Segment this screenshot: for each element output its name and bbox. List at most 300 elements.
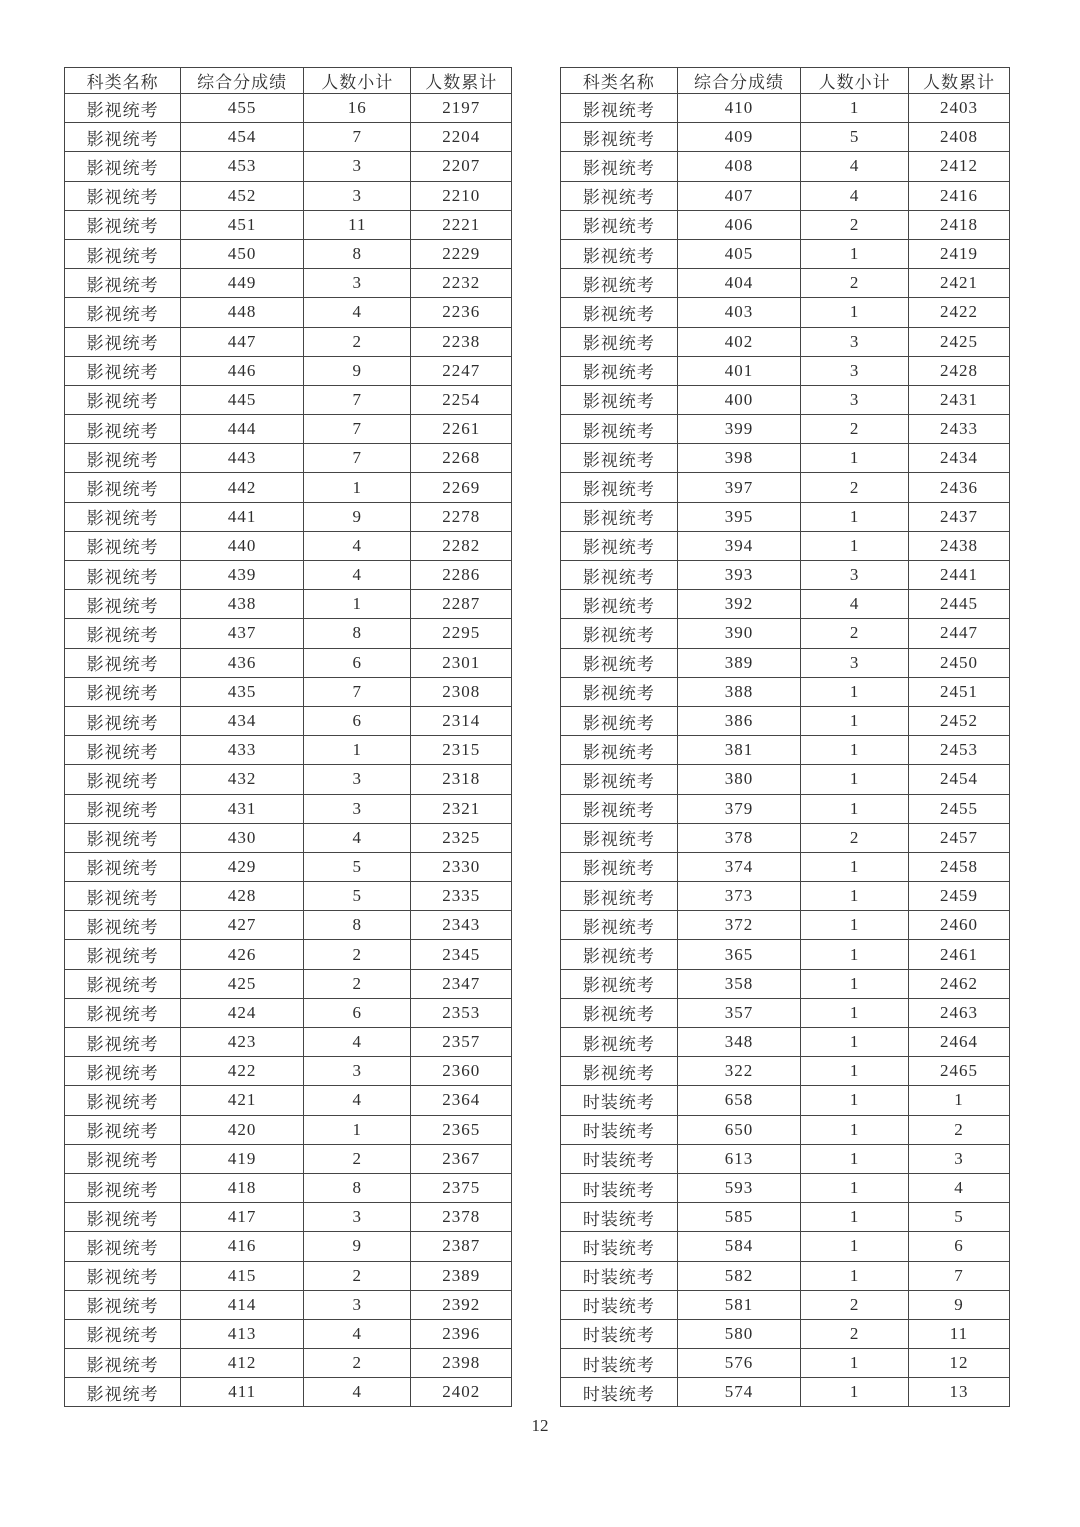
table-cell: 411 [181, 1378, 304, 1407]
table-cell: 2 [801, 210, 909, 239]
table-cell: 7 [304, 415, 411, 444]
table-cell: 影视统考 [65, 852, 181, 881]
table-cell: 2396 [411, 1319, 512, 1348]
table-cell: 3 [801, 385, 909, 414]
table-cell: 432 [181, 765, 304, 794]
table-cell: 399 [677, 415, 800, 444]
table-cell: 2431 [908, 385, 1009, 414]
table-cell: 415 [181, 1261, 304, 1290]
table-row [65, 794, 512, 823]
table-cell: 401 [677, 356, 800, 385]
table-row [65, 969, 512, 998]
table-cell: 1 [801, 969, 909, 998]
table-cell: 影视统考 [561, 239, 678, 268]
table-cell: 1 [801, 1349, 909, 1378]
table-cell: 322 [677, 1057, 800, 1086]
table-cell: 435 [181, 677, 304, 706]
table-row [65, 823, 512, 852]
table-row [561, 385, 1010, 414]
table-cell: 417 [181, 1203, 304, 1232]
table-cell: 影视统考 [65, 531, 181, 560]
table-cell: 影视统考 [65, 1290, 181, 1319]
table-row [65, 502, 512, 531]
table-cell: 658 [677, 1086, 800, 1115]
table-cell: 392 [677, 590, 800, 619]
table-cell: 影视统考 [65, 736, 181, 765]
table-cell: 影视统考 [65, 794, 181, 823]
table-cell: 1 [304, 473, 411, 502]
table-cell: 2378 [411, 1203, 512, 1232]
table-cell: 444 [181, 415, 304, 444]
table-row [561, 882, 1010, 911]
table-cell: 2455 [908, 794, 1009, 823]
table-cell: 388 [677, 677, 800, 706]
table-cell: 时装统考 [561, 1261, 678, 1290]
table-cell: 影视统考 [65, 823, 181, 852]
table-cell: 398 [677, 444, 800, 473]
table-cell: 2421 [908, 269, 1009, 298]
table-cell: 影视统考 [65, 765, 181, 794]
table-row [65, 123, 512, 152]
table-cell: 影视统考 [561, 181, 678, 210]
table-cell: 1 [801, 852, 909, 881]
table-cell: 1 [801, 94, 909, 123]
table-row [561, 794, 1010, 823]
table-cell: 1 [801, 298, 909, 327]
table-cell: 1 [801, 1028, 909, 1057]
table-cell: 2 [801, 619, 909, 648]
table-cell: 2437 [908, 502, 1009, 531]
table-cell: 2247 [411, 356, 512, 385]
table-cell: 1 [801, 1086, 909, 1115]
table-row [561, 677, 1010, 706]
table-cell: 406 [677, 210, 800, 239]
table-row [561, 1115, 1010, 1144]
table-row [561, 1290, 1010, 1319]
table-cell: 影视统考 [561, 969, 678, 998]
table-cell: 438 [181, 590, 304, 619]
table-cell: 357 [677, 998, 800, 1027]
table-cell: 时装统考 [561, 1173, 678, 1202]
table-row [561, 648, 1010, 677]
table-cell: 2454 [908, 765, 1009, 794]
table-row [65, 152, 512, 181]
table-cell: 582 [677, 1261, 800, 1290]
table-row [65, 706, 512, 735]
table-cell: 影视统考 [65, 648, 181, 677]
table-cell: 3 [304, 1057, 411, 1086]
table-cell: 2 [304, 1261, 411, 1290]
table-cell: 413 [181, 1319, 304, 1348]
table-row [65, 998, 512, 1027]
table-cell: 影视统考 [65, 269, 181, 298]
table-cell: 380 [677, 765, 800, 794]
table-cell: 3 [304, 181, 411, 210]
column-header: 综合分成绩 [677, 68, 800, 94]
table-row [65, 415, 512, 444]
table-cell: 425 [181, 969, 304, 998]
column-header: 科类名称 [65, 68, 181, 94]
table-cell: 593 [677, 1173, 800, 1202]
table-row [561, 1319, 1010, 1348]
header-row [561, 68, 1010, 94]
table-row [561, 911, 1010, 940]
table-cell: 3 [908, 1144, 1009, 1173]
table-row [561, 94, 1010, 123]
table-row [561, 1028, 1010, 1057]
table-cell: 453 [181, 152, 304, 181]
table-row [65, 531, 512, 560]
table-body [561, 94, 1010, 1407]
table-cell: 7 [304, 444, 411, 473]
table-cell: 影视统考 [561, 94, 678, 123]
table-cell: 4 [801, 181, 909, 210]
table-cell: 2452 [908, 706, 1009, 735]
table-row [65, 648, 512, 677]
table-row [65, 1115, 512, 1144]
table-cell: 16 [304, 94, 411, 123]
table-cell: 2441 [908, 561, 1009, 590]
table-row [561, 444, 1010, 473]
table-row [65, 1349, 512, 1378]
table-cell: 4 [304, 1028, 411, 1057]
table-row [561, 239, 1010, 268]
table-cell: 影视统考 [65, 123, 181, 152]
table-row [65, 1086, 512, 1115]
table-cell: 影视统考 [561, 152, 678, 181]
table-cell: 影视统考 [561, 473, 678, 502]
table-cell: 403 [677, 298, 800, 327]
table-row [561, 1144, 1010, 1173]
table-cell: 3 [304, 765, 411, 794]
table-cell: 574 [677, 1378, 800, 1407]
table-row [65, 327, 512, 356]
table-cell: 409 [677, 123, 800, 152]
table-cell: 3 [801, 327, 909, 356]
table-row [561, 1057, 1010, 1086]
table-row [561, 502, 1010, 531]
table-row [561, 998, 1010, 1027]
table-cell: 580 [677, 1319, 800, 1348]
table-cell: 2321 [411, 794, 512, 823]
table-cell: 2236 [411, 298, 512, 327]
table-row [561, 1378, 1010, 1407]
table-cell: 2402 [411, 1378, 512, 1407]
table-cell: 影视统考 [561, 1028, 678, 1057]
table-row [65, 473, 512, 502]
table-cell: 影视统考 [561, 998, 678, 1027]
table-cell: 2367 [411, 1144, 512, 1173]
table-cell: 365 [677, 940, 800, 969]
table-cell: 2433 [908, 415, 1009, 444]
table-cell: 2458 [908, 852, 1009, 881]
table-cell: 2462 [908, 969, 1009, 998]
column-header: 人数小计 [304, 68, 411, 94]
table-cell: 6 [304, 998, 411, 1027]
table-cell: 4 [304, 823, 411, 852]
table-row [561, 473, 1010, 502]
table-cell: 影视统考 [65, 1203, 181, 1232]
table-cell: 410 [677, 94, 800, 123]
table-cell: 影视统考 [561, 882, 678, 911]
table-cell: 2261 [411, 415, 512, 444]
table-cell: 2314 [411, 706, 512, 735]
table-cell: 影视统考 [65, 1086, 181, 1115]
table-cell: 2287 [411, 590, 512, 619]
table-cell: 1 [801, 239, 909, 268]
table-row [65, 765, 512, 794]
table-cell: 4 [304, 1378, 411, 1407]
table-row [561, 1349, 1010, 1378]
table-row [65, 181, 512, 210]
table-cell: 2457 [908, 823, 1009, 852]
table-cell: 影视统考 [65, 502, 181, 531]
table-cell: 2282 [411, 531, 512, 560]
table-cell: 时装统考 [561, 1232, 678, 1261]
table-cell: 3 [801, 561, 909, 590]
table-row [65, 590, 512, 619]
table-cell: 2353 [411, 998, 512, 1027]
table-cell: 9 [304, 502, 411, 531]
table-cell: 1 [801, 794, 909, 823]
column-header: 人数小计 [801, 68, 909, 94]
table-cell: 429 [181, 852, 304, 881]
table-cell: 437 [181, 619, 304, 648]
table-row [561, 298, 1010, 327]
table-cell: 2347 [411, 969, 512, 998]
table-cell: 4 [801, 152, 909, 181]
table-cell: 2460 [908, 911, 1009, 940]
table-cell: 6 [304, 648, 411, 677]
table-cell: 影视统考 [65, 181, 181, 210]
table-cell: 613 [677, 1144, 800, 1173]
table-cell: 影视统考 [65, 911, 181, 940]
table-row [561, 561, 1010, 590]
table-cell: 2387 [411, 1232, 512, 1261]
table-cell: 影视统考 [561, 1057, 678, 1086]
table-cell: 379 [677, 794, 800, 823]
table-row [561, 327, 1010, 356]
table-cell: 2392 [411, 1290, 512, 1319]
table-cell: 1 [801, 677, 909, 706]
table-cell: 影视统考 [65, 1319, 181, 1348]
table-cell: 2450 [908, 648, 1009, 677]
table-cell: 9 [304, 356, 411, 385]
table-cell: 442 [181, 473, 304, 502]
table-row [65, 1203, 512, 1232]
table-cell: 2 [801, 1290, 909, 1319]
table-cell: 2232 [411, 269, 512, 298]
table-cell: 2 [908, 1115, 1009, 1144]
table-cell: 3 [304, 269, 411, 298]
table-cell: 389 [677, 648, 800, 677]
table-cell: 4 [908, 1173, 1009, 1202]
table-cell: 436 [181, 648, 304, 677]
table-cell: 2301 [411, 648, 512, 677]
table-cell: 378 [677, 823, 800, 852]
table-cell: 2463 [908, 998, 1009, 1027]
table-cell: 2 [801, 415, 909, 444]
table-row [561, 736, 1010, 765]
table-cell: 2445 [908, 590, 1009, 619]
table-cell: 4 [801, 590, 909, 619]
table-cell: 2451 [908, 677, 1009, 706]
table-cell: 424 [181, 998, 304, 1027]
table-cell: 时装统考 [561, 1086, 678, 1115]
table-cell: 影视统考 [65, 677, 181, 706]
table-row [561, 1203, 1010, 1232]
table-cell: 影视统考 [561, 677, 678, 706]
table-cell: 影视统考 [561, 590, 678, 619]
table-cell: 441 [181, 502, 304, 531]
table-cell: 影视统考 [561, 210, 678, 239]
table-row [65, 940, 512, 969]
table-cell: 2408 [908, 123, 1009, 152]
table-cell: 2389 [411, 1261, 512, 1290]
table-cell: 2434 [908, 444, 1009, 473]
table-cell: 397 [677, 473, 800, 502]
table-cell: 2412 [908, 152, 1009, 181]
table-cell: 影视统考 [65, 1261, 181, 1290]
table-cell: 影视统考 [65, 356, 181, 385]
table-row [65, 911, 512, 940]
table-row [65, 619, 512, 648]
table-cell: 2419 [908, 239, 1009, 268]
table-cell: 2308 [411, 677, 512, 706]
table-cell: 7 [304, 385, 411, 414]
table-cell: 2461 [908, 940, 1009, 969]
table-cell: 1 [801, 1115, 909, 1144]
table-row [561, 123, 1010, 152]
table-cell: 影视统考 [65, 94, 181, 123]
table-cell: 影视统考 [561, 385, 678, 414]
table-cell: 影视统考 [561, 269, 678, 298]
table-cell: 6 [304, 706, 411, 735]
table-cell: 2 [801, 269, 909, 298]
table-cell: 2221 [411, 210, 512, 239]
table-cell: 影视统考 [65, 998, 181, 1027]
table-cell: 2428 [908, 356, 1009, 385]
table-cell: 1 [801, 502, 909, 531]
table-cell: 421 [181, 1086, 304, 1115]
table-cell: 影视统考 [65, 969, 181, 998]
table-cell: 416 [181, 1232, 304, 1261]
table-cell: 影视统考 [65, 1378, 181, 1407]
table-cell: 影视统考 [561, 852, 678, 881]
table-cell: 影视统考 [561, 706, 678, 735]
table-cell: 439 [181, 561, 304, 590]
table-cell: 影视统考 [561, 123, 678, 152]
table-cell: 418 [181, 1173, 304, 1202]
table-cell: 8 [304, 1173, 411, 1202]
table-cell: 2438 [908, 531, 1009, 560]
table-cell: 1 [908, 1086, 1009, 1115]
table-cell: 影视统考 [65, 940, 181, 969]
table-cell: 402 [677, 327, 800, 356]
header-row [65, 68, 512, 94]
table-row [65, 239, 512, 268]
table-cell: 影视统考 [561, 911, 678, 940]
table-cell: 394 [677, 531, 800, 560]
table-cell: 2254 [411, 385, 512, 414]
table-header [65, 68, 512, 94]
table-cell: 446 [181, 356, 304, 385]
table-cell: 2229 [411, 239, 512, 268]
table-cell: 1 [801, 1232, 909, 1261]
table-cell: 419 [181, 1144, 304, 1173]
table-row [65, 356, 512, 385]
table-cell: 2 [304, 327, 411, 356]
table-cell: 7 [304, 677, 411, 706]
table-cell: 9 [304, 1232, 411, 1261]
table-cell: 2 [304, 940, 411, 969]
table-cell: 2436 [908, 473, 1009, 502]
table-cell: 1 [801, 882, 909, 911]
table-cell: 影视统考 [561, 415, 678, 444]
table-cell: 1 [801, 765, 909, 794]
table-cell: 1 [801, 911, 909, 940]
table-row [65, 561, 512, 590]
table-cell: 11 [908, 1319, 1009, 1348]
table-cell: 2403 [908, 94, 1009, 123]
table-header [561, 68, 1010, 94]
table-cell: 374 [677, 852, 800, 881]
table-cell: 4 [304, 561, 411, 590]
table-cell: 576 [677, 1349, 800, 1378]
table-cell: 1 [801, 706, 909, 735]
table-cell: 450 [181, 239, 304, 268]
table-cell: 时装统考 [561, 1115, 678, 1144]
table-cell: 445 [181, 385, 304, 414]
table-cell: 影视统考 [561, 356, 678, 385]
table-cell: 影视统考 [65, 706, 181, 735]
table-cell: 431 [181, 794, 304, 823]
table-cell: 5 [304, 852, 411, 881]
table-cell: 585 [677, 1203, 800, 1232]
table-row [65, 1173, 512, 1202]
table-cell: 451 [181, 210, 304, 239]
table-row [65, 1261, 512, 1290]
table-cell: 372 [677, 911, 800, 940]
table-cell: 影视统考 [561, 823, 678, 852]
table-cell: 452 [181, 181, 304, 210]
table-cell: 2364 [411, 1086, 512, 1115]
table-cell: 2425 [908, 327, 1009, 356]
table-row [65, 269, 512, 298]
table-cell: 11 [304, 210, 411, 239]
table-cell: 358 [677, 969, 800, 998]
table-row [561, 356, 1010, 385]
table-cell: 1 [801, 1378, 909, 1407]
table-body [65, 94, 512, 1407]
table-cell: 1 [304, 590, 411, 619]
table-cell: 影视统考 [65, 385, 181, 414]
table-cell: 348 [677, 1028, 800, 1057]
table-row [65, 1232, 512, 1261]
table-cell: 时装统考 [561, 1319, 678, 1348]
table-cell: 2422 [908, 298, 1009, 327]
table-cell: 5 [908, 1203, 1009, 1232]
score-table-left [64, 67, 512, 1407]
table-cell: 2238 [411, 327, 512, 356]
table-row [65, 94, 512, 123]
table-cell: 时装统考 [561, 1203, 678, 1232]
table-row [65, 677, 512, 706]
table-cell: 影视统考 [561, 736, 678, 765]
table-row [65, 1144, 512, 1173]
table-cell: 440 [181, 531, 304, 560]
table-cell: 影视统考 [65, 239, 181, 268]
